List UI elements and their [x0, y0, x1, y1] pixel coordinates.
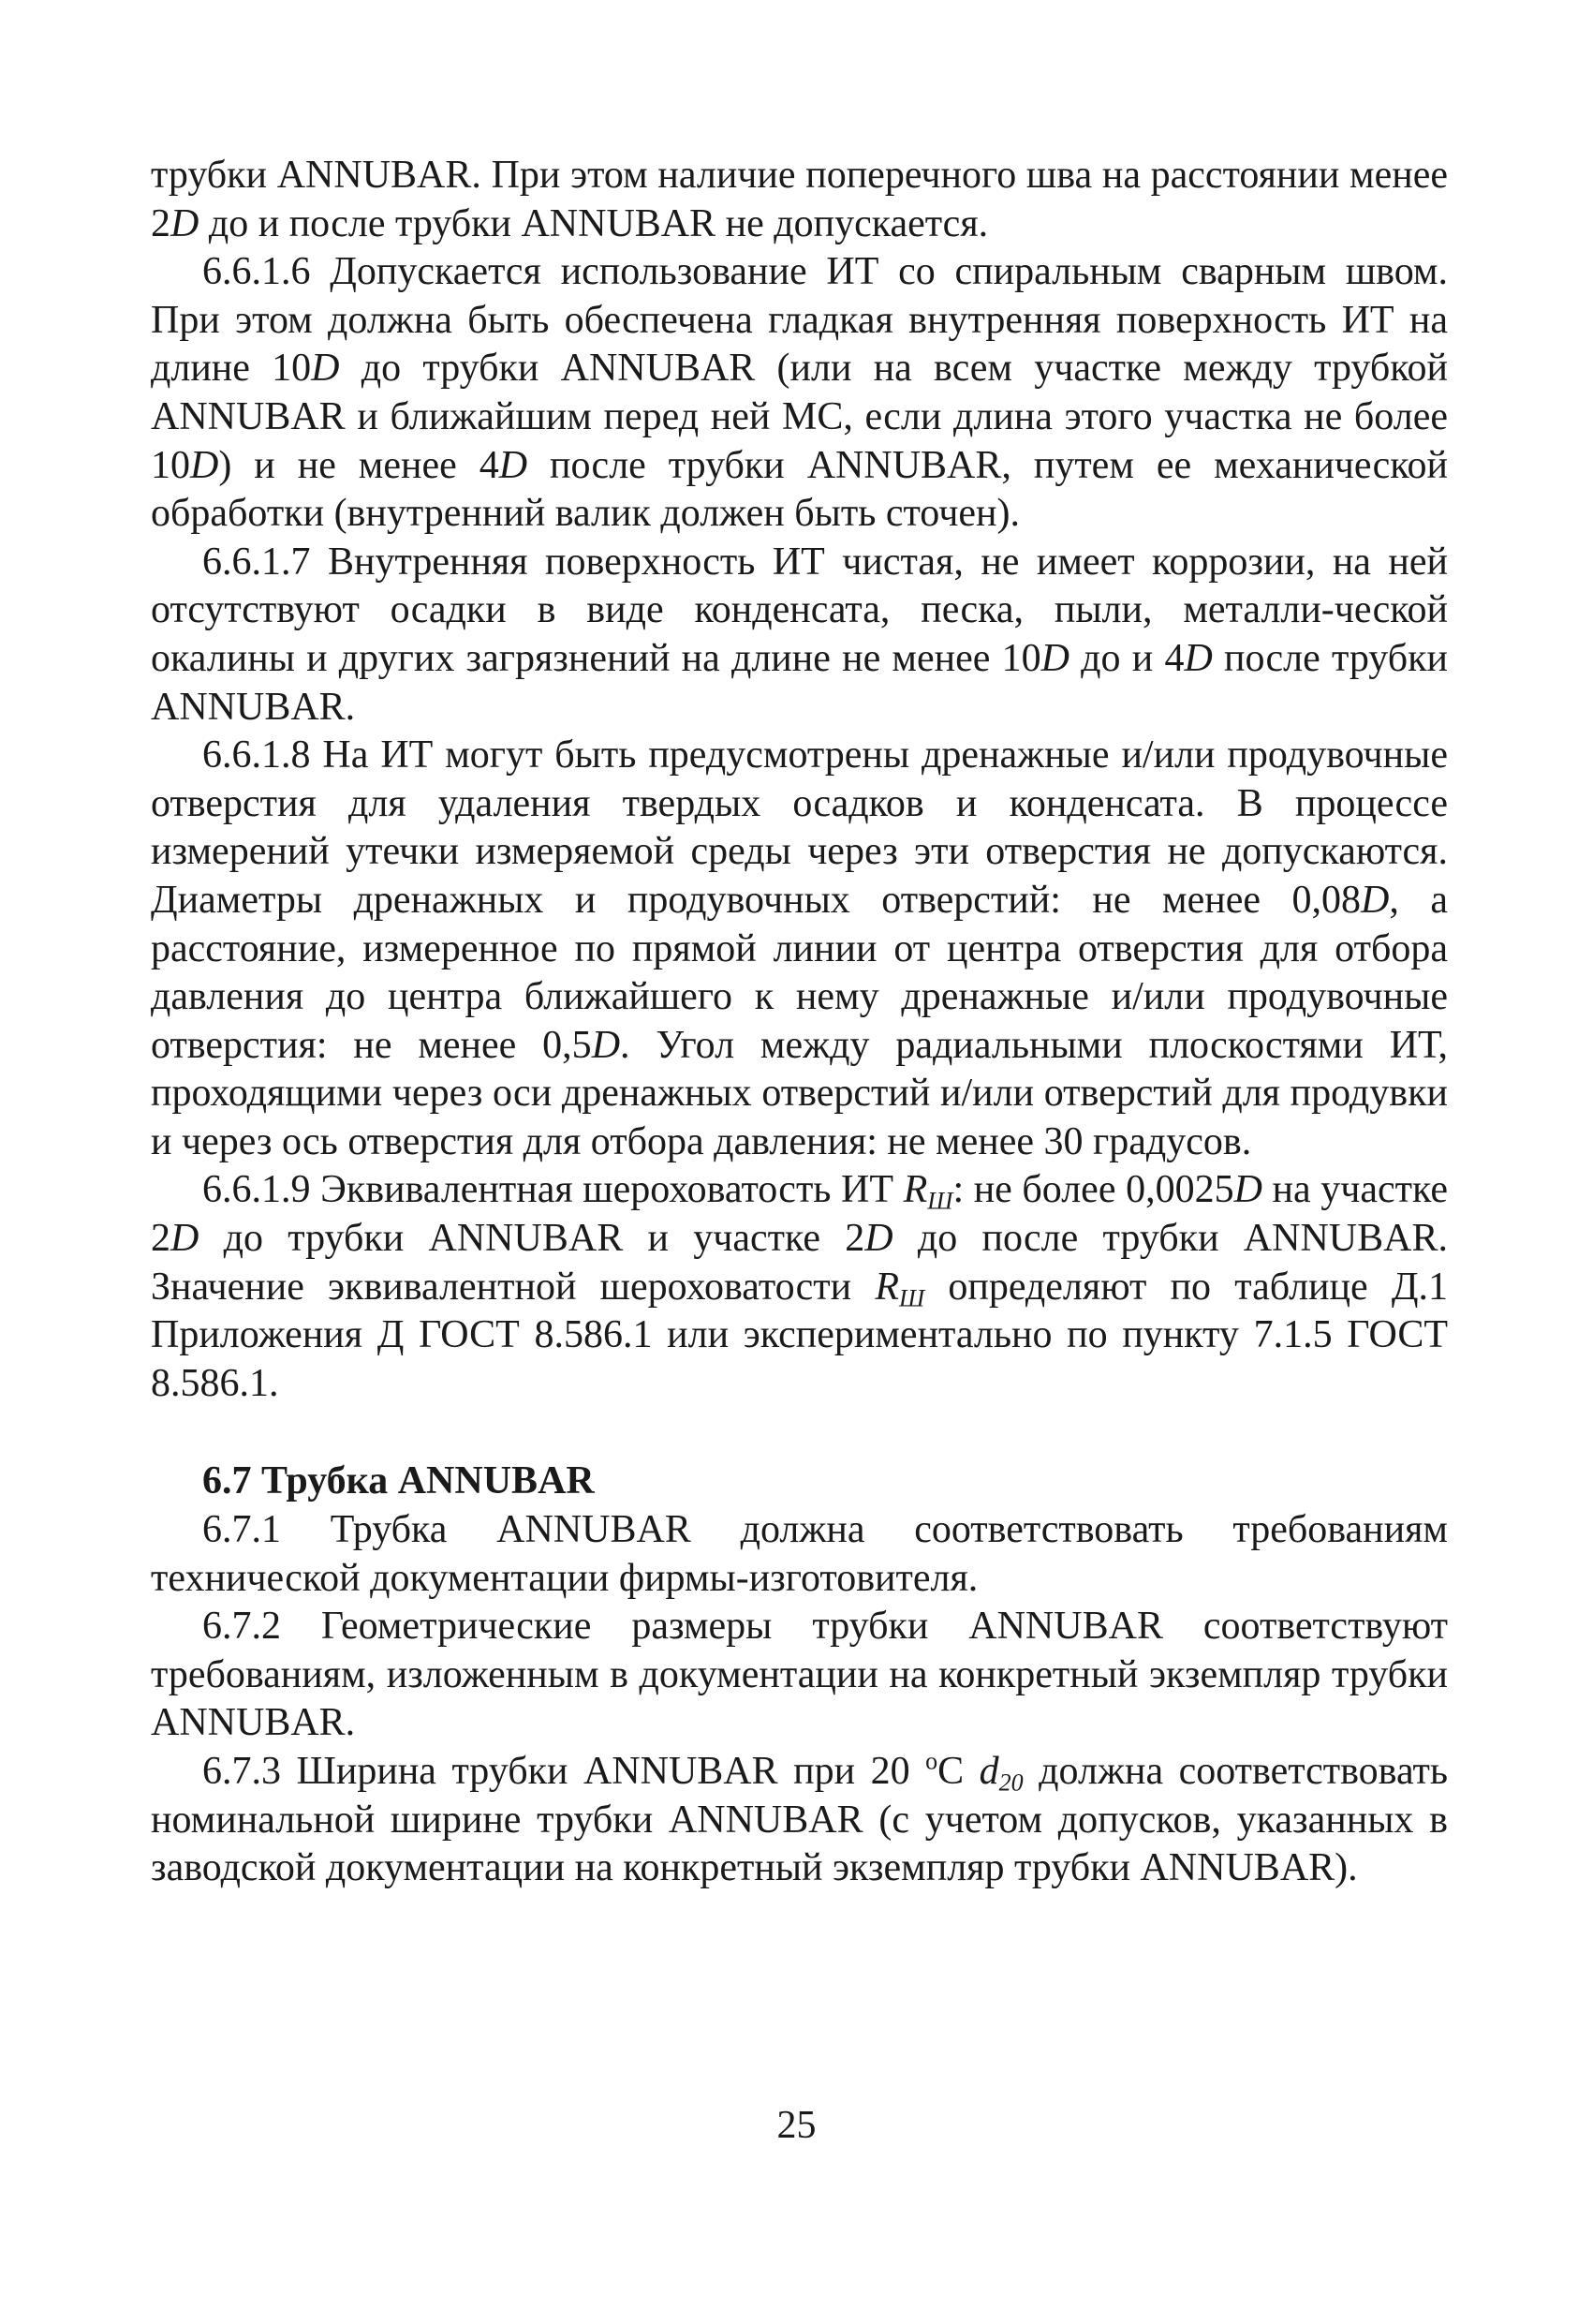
- subscript-20: 20: [998, 1769, 1024, 1797]
- paragraph-6-7-2: [151, 1603, 1448, 1748]
- text-run: . Угол между радиальными плоскостями ИТ, проходящими через оси дренажных отверстий и/или отверстий для продувки и через ось отверстия для отбора давления: не менее 30 градусов.: [151, 1023, 1448, 1163]
- text-run: после трубки ANNUBAR.: [151, 636, 1448, 729]
- text-run: трубки ANNUBAR. При этом наличие поперечного шва на расстоянии менее 2: [151, 154, 1448, 245]
- variable-d-lower: d: [979, 1750, 999, 1793]
- variable-d: D: [311, 347, 340, 391]
- text-run: до трубки ANNUBAR (или на всем участке между трубкой ANNUBAR и ближайшим перед ней МС, если длина этого участка не более 10: [151, 347, 1448, 487]
- variable-d: D: [864, 1217, 893, 1261]
- document-page: [151, 152, 1448, 1893]
- text-run: на участке 2: [151, 1168, 1448, 1261]
- variable-d: D: [1184, 636, 1213, 680]
- text-run: до после трубки ANNUBAR. Значение эквивалентной шероховатости: [151, 1217, 1448, 1309]
- text-run: 6.6.1.8 На ИТ могут быть предусмотрены дренажные и/или продувочные отверстия для удаления твердых осадков и конденсата. В процессе измерений утечки измеряемой среды через эти отверстия не допускаются. Диаметры дренажных и продувочных отверстий: не менее 0,08: [151, 733, 1448, 922]
- paragraph-6-7-1: [151, 1506, 1448, 1603]
- variable-d: D: [190, 443, 219, 487]
- text-run: до и 4: [1069, 636, 1185, 680]
- text-run: 6.7.3 Ширина трубки ANNUBAR при 20: [202, 1750, 926, 1793]
- subscript-sh: Ш: [927, 1187, 953, 1215]
- text-run: 6.7.2 Геометрические размеры трубки ANNUBAR соответствуют требованиям, изложенным в документации на конкретный экземпляр трубки ANNUBAR.: [151, 1605, 1448, 1745]
- text-run: 6.7.1 Трубка ANNUBAR должна соответствовать требованиям технической документации фирмы-изготовителя.: [151, 1508, 1448, 1600]
- text-run: : не более 0,0025: [952, 1168, 1234, 1212]
- text-run: должна соответствовать номинальной ширине трубки ANNUBAR (с учетом допусков, указанных в заводской документации на конкретный экземпляр трубки ANNUBAR).: [151, 1750, 1449, 1890]
- section-heading: 6.7 Трубка ANNUBAR: [202, 1459, 595, 1503]
- paragraph-6-6-1-6: [151, 248, 1448, 539]
- variable-d: D: [1361, 878, 1390, 922]
- text-run: , а расстояние, измеренное по прямой линии от центра отверстия для отбора давления до центра ближайшего к нему дренажные и/или продувочные отверстия: не менее 0,5: [151, 878, 1448, 1067]
- text-run: С: [937, 1750, 980, 1793]
- variable-r: R: [903, 1168, 928, 1212]
- degree-sign: o: [925, 1747, 938, 1775]
- variable-d: D: [591, 1023, 621, 1067]
- text-run: 6.6.1.6 Допускается использование ИТ со спиральным сварным швом. При этом должна быть обеспечена гладкая внутренняя поверхность ИТ на длине 10: [151, 250, 1448, 391]
- variable-d: D: [1233, 1168, 1262, 1212]
- subscript-sh: Ш: [899, 1283, 925, 1311]
- text-run: 6.6.1.7 Внутренняя поверхность ИТ чистая, не имеет коррозии, на ней отсутствуют осадки в виде конденсата, песка, пыли, металли-ческой окалины и других загрязнений на длине не менее 10: [151, 540, 1448, 680]
- text-run: 6.6.1.9 Эквивалентная шероховатость ИТ: [202, 1168, 904, 1212]
- variable-r: R: [875, 1265, 899, 1309]
- variable-d: D: [498, 443, 528, 487]
- text-run: после трубки ANNUBAR, путем ее механической обработки (внутренний валик должен быть сточен).: [151, 443, 1449, 536]
- paragraph-continuation: [151, 152, 1448, 248]
- paragraph-6-7-3: [151, 1748, 1448, 1893]
- variable-d: D: [170, 1217, 199, 1261]
- text-run: определяют по таблице Д.1 Приложения Д ГОСТ 8.586.1 или экспериментально по пункту 7.1.5 ГОСТ 8.586.1.: [151, 1265, 1448, 1405]
- text-run: до и после трубки ANNUBAR не допускается.: [199, 201, 989, 245]
- variable-d: D: [170, 201, 199, 245]
- text-run: ) и не менее 4: [218, 443, 499, 487]
- page-number: 25: [776, 2104, 817, 2147]
- paragraph-6-6-1-7: [151, 539, 1448, 732]
- text-run: до трубки ANNUBAR и участке 2: [199, 1217, 865, 1261]
- variable-d: D: [1040, 636, 1069, 680]
- paragraph-6-6-1-9: [151, 1166, 1448, 1408]
- paragraph-6-6-1-8: [151, 732, 1448, 1166]
